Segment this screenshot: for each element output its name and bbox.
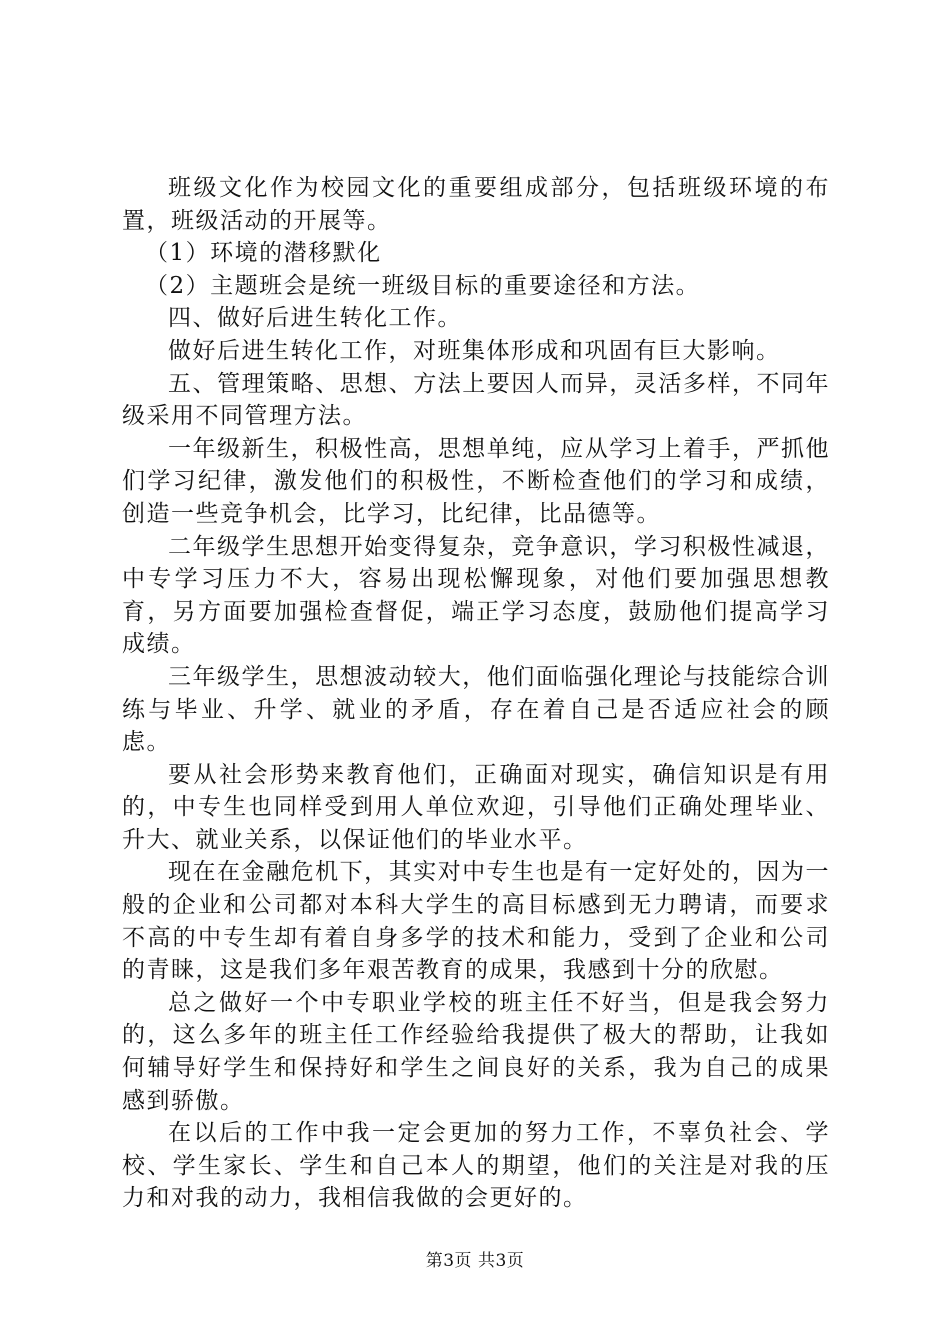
document-body (122, 172, 830, 1215)
paragraph-social-education: 要从社会形势来教育他们，正确面对现实，确信知识是有用的，中专生也同样受到用人单位欢迎，引导他们正确处理毕业、升大、就业关系，以保证他们的毕业水平。 (122, 761, 830, 853)
paragraph-third-year: 三年级学生，思想波动较大，他们面临强化理论与技能综合训练与毕业、升学、就业的矛盾，存在着自己是否适应社会的顾虑。 (122, 663, 830, 756)
paragraph-theme-meeting: （2）主题班会是统一班级目标的重要途径和方法。 (145, 272, 701, 299)
paragraph-first-year: 一年级新生，积极性高，思想单纯，应从学习上着手，严抓他们学习纪律，激发他们的积极性，不断检查他们的学习和成绩，创造一些竞争机会，比学习，比纪律，比品德等。 (122, 435, 830, 527)
paragraph-financial-crisis: 现在在金融危机下，其实对中专生也是有一定好处的，因为一般的企业和公司都对本科大学生的高目标感到无力聘请，而要求不高的中专生却有着自身多学的技术和能力，受到了企业和公司的青睐，这是我们多年艰苦教育的成果，我感到十分的欣慰。 (122, 859, 830, 984)
paragraph-summary: 总之做好一个中专职业学校的班主任不好当，但是我会努力的，这么多年的班主任工作经验给我提供了极大的帮助，让我如何辅导好学生和保持好和学生之间良好的关系，我为自己的成果感到骄傲。 (122, 989, 830, 1114)
section-heading-four: 四、做好后进生转化工作。 (168, 305, 462, 332)
page-number-footer: 第3页 共3页 (425, 1251, 525, 1271)
paragraph-class-culture: 班级文化作为校园文化的重要组成部分，包括班级环境的布置，班级活动的开展等。 (122, 175, 830, 234)
paragraph-environment: （1）环境的潜移默化 (145, 240, 382, 267)
paragraph-second-year: 二年级学生思想开始变得复杂，竞争意识，学习积极性减退，中专学习压力不大，容易出现松懈现象，对他们要加强思想教育，另方面要加强检查督促，端正学习态度，鼓励他们提高学习成绩。 (122, 533, 830, 658)
paragraph-future-work: 在以后的工作中我一定会更加的努力工作，不辜负社会、学校、学生家长、学生和自己本人的期望，他们的关注是对我的压力和对我的动力，我相信我做的会更好的。 (122, 1120, 830, 1212)
section-heading-five: 五、管理策略、思想、方法上要因人而异，灵活多样，不同年级采用不同管理方法。 (122, 370, 830, 430)
paragraph-transformation: 做好后进生转化工作，对班集体形成和巩固有巨大影响。 (168, 337, 781, 364)
